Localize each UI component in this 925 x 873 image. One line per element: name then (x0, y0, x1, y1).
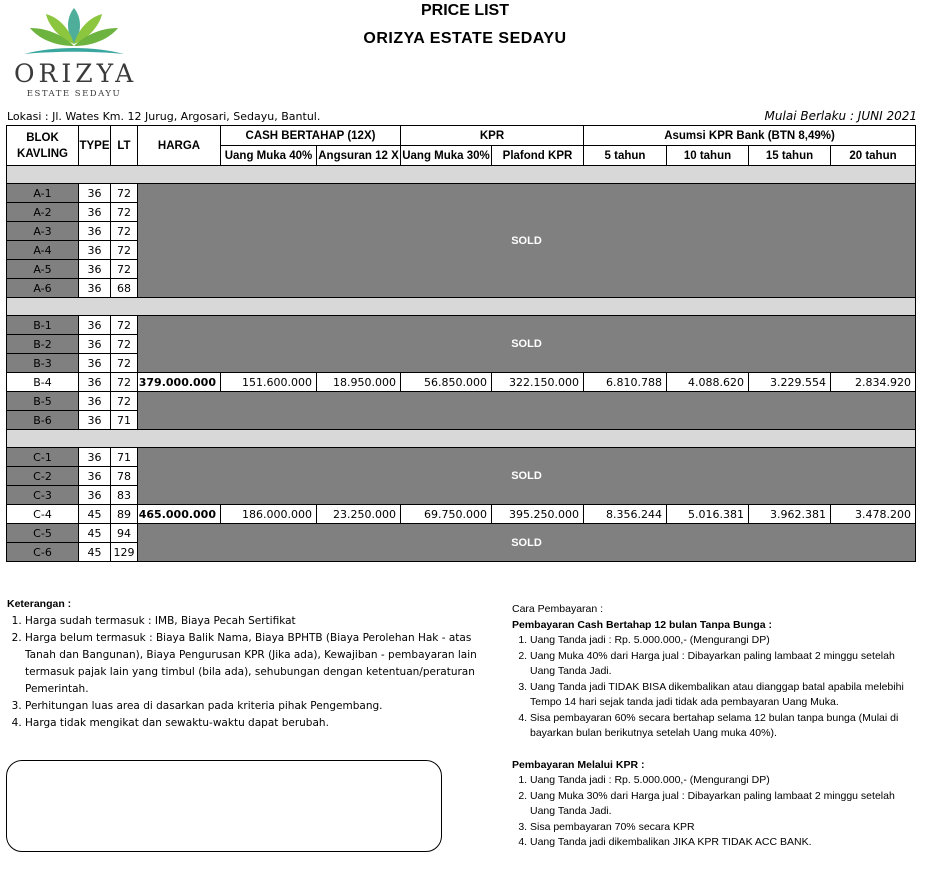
header-asumsi-group: Asumsi KPR Bank (BTN 8,49%) (584, 126, 916, 146)
cell-harga: 379.000.000 (138, 373, 221, 392)
notes-item: 1. Harga sudah termasuk : IMB, Biaya Pecah Sertifikat (25, 613, 477, 630)
cell-lt: 83 (111, 486, 138, 505)
cell-lt: 94 (111, 524, 138, 543)
cell-kpr-plafond: 395.250.000 (492, 505, 584, 524)
cell-lt: 72 (111, 392, 138, 411)
cell-cash-inst: 23.250.000 (317, 505, 401, 524)
cell-blok: C-6 (7, 543, 79, 562)
header-kpr-plafond: Plafond KPR (492, 146, 584, 166)
cell-type: 45 (79, 505, 111, 524)
kpr-payment-title: Pembayaran Melalui KPR : (512, 758, 645, 771)
cell-lt: 72 (111, 222, 138, 241)
header-cash-inst: Angsuran 12 X (317, 146, 401, 166)
cell-lt: 72 (111, 373, 138, 392)
block-separator (7, 298, 916, 316)
cell-type: 36 (79, 411, 111, 430)
header-20-tahun: 20 tahun (831, 146, 916, 166)
kpr-payment-item: 4. Uang Tanda jadi dikembalikan JIKA KPR TIDAK ACC BANK. (530, 835, 912, 851)
cell-lt: 72 (111, 335, 138, 354)
cell-type: 36 (79, 335, 111, 354)
notes-item: 3. Perhitungan luas area di dasarkan pada kriteria pihak Pengembang. (25, 698, 477, 715)
cell-type: 36 (79, 316, 111, 335)
cell-blok: B-6 (7, 411, 79, 430)
table-row (7, 448, 916, 467)
cell-blok: C-2 (7, 467, 79, 486)
sold-label: SOLD (138, 524, 916, 562)
header-10-tahun: 10 tahun (667, 146, 749, 166)
cell-blok: B-2 (7, 335, 79, 354)
cash-payment-item: 4. Sisa pembayaran 60% secara bertahap selama 12 bulan tanpa bunga (Mulai di bayarkan bulan berikutnya setelah Uang muka 40%). (530, 711, 912, 742)
page-subtitle: ORIZYA ESTATE SEDAYU (363, 30, 567, 47)
header-harga: HARGA (138, 126, 221, 166)
table-row-available (7, 373, 916, 392)
empty-box (6, 760, 442, 852)
brand-name: ORIZYA (14, 59, 138, 88)
cell-lt: 71 (111, 448, 138, 467)
cell-kpr-plafond: 322.150.000 (492, 373, 584, 392)
cell-lt: 72 (111, 241, 138, 260)
sold-label: SOLD (138, 184, 916, 298)
cell-type: 36 (79, 222, 111, 241)
cell-type: 36 (79, 279, 111, 298)
cell-blok: B-4 (7, 373, 79, 392)
notes-item: 2. Harga belum termasuk : Biaya Balik Nama, Biaya BPHTB (Biaya Perolehan Hak - atas Tanah dan Bangunan), Biaya Pengurusan KPR (Jika ada), Kewajiban - pembayaran lain termasuk pajak lain yang timbul (bila ada), sehubungan dengan ketentuan/peraturan Pemerintah. (25, 630, 477, 698)
cell-20-tahun: 3.478.200 (831, 505, 916, 524)
cell-5-tahun: 8.356.244 (584, 505, 667, 524)
header-blok: BLOK KAVLING (7, 126, 79, 166)
cell-blok: A-2 (7, 203, 79, 222)
cell-5-tahun: 6.810.788 (584, 373, 667, 392)
header-lt: LT (111, 126, 138, 166)
cell-blok: C-5 (7, 524, 79, 543)
cell-harga: 465.000.000 (138, 505, 221, 524)
kpr-payment-item: 3. Sisa pembayaran 70% secara KPR (530, 820, 912, 836)
notes-section (7, 596, 477, 732)
sold-label: SOLD (138, 448, 916, 505)
cell-type: 36 (79, 354, 111, 373)
kpr-payment-item: 1. Uang Tanda jadi : Rp. 5.000.000,- (Mengurangi DP) (530, 773, 912, 789)
cell-lt: 78 (111, 467, 138, 486)
kpr-payment-item: 2. Uang Muka 30% dari Harga jual : Dibayarkan paling lambaat 2 minggu setelah Uang Tanda Jadi. (530, 789, 912, 820)
cell-type: 36 (79, 184, 111, 203)
table-row (7, 392, 916, 411)
cell-15-tahun: 3.229.554 (749, 373, 831, 392)
cell-blok: C-4 (7, 505, 79, 524)
cell-blok: A-4 (7, 241, 79, 260)
cell-type: 36 (79, 467, 111, 486)
sold-area (138, 392, 916, 430)
cell-15-tahun: 3.962.381 (749, 505, 831, 524)
header-kpr-dp: Uang Muka 30% (401, 146, 492, 166)
cell-kpr-dp: 69.750.000 (401, 505, 492, 524)
cell-type: 45 (79, 524, 111, 543)
cell-lt: 72 (111, 260, 138, 279)
cash-payment-item: 1. Uang Tanda jadi : Rp. 5.000.000,- (Mengurangi DP) (530, 633, 912, 649)
cell-blok: B-5 (7, 392, 79, 411)
cell-type: 36 (79, 260, 111, 279)
cell-type: 36 (79, 241, 111, 260)
cell-type: 36 (79, 373, 111, 392)
notes-title: Keterangan : (7, 598, 72, 610)
sold-label: SOLD (138, 316, 916, 373)
cell-type: 45 (79, 543, 111, 562)
header-type: TYPE (79, 126, 111, 166)
page-title: PRICE LIST (420, 2, 509, 19)
header-cash-group: CASH BERTAHAP (12X) (221, 126, 401, 146)
cell-lt: 72 (111, 203, 138, 222)
cash-payment-title: Pembayaran Cash Bertahap 12 bulan Tanpa Bunga : (512, 618, 773, 631)
header-kpr-group: KPR (401, 126, 584, 146)
cell-10-tahun: 5.016.381 (667, 505, 749, 524)
cell-blok: A-5 (7, 260, 79, 279)
brand-subtitle: ESTATE SEDAYU (26, 89, 122, 99)
cell-lt: 68 (111, 279, 138, 298)
cash-payment-item: 2. Uang Muka 40% dari Harga jual : Dibayarkan paling lambaat 2 minggu setelah Uang Tanda Jadi. (530, 649, 912, 680)
cell-lt: 89 (111, 505, 138, 524)
table-row (7, 524, 916, 543)
cell-lt: 72 (111, 316, 138, 335)
cell-type: 36 (79, 448, 111, 467)
cell-lt: 71 (111, 411, 138, 430)
cell-lt: 129 (111, 543, 138, 562)
payment-section (512, 602, 912, 851)
valid-from-text: Mulai Berlaku : JUNI 2021 (764, 109, 917, 123)
cell-blok: A-3 (7, 222, 79, 241)
header-5-tahun: 5 tahun (584, 146, 667, 166)
cell-blok: C-3 (7, 486, 79, 505)
cell-cash-dp: 151.600.000 (221, 373, 317, 392)
cell-blok: B-1 (7, 316, 79, 335)
cell-20-tahun: 2.834.920 (831, 373, 916, 392)
header-15-tahun: 15 tahun (749, 146, 831, 166)
cell-type: 36 (79, 203, 111, 222)
location-text: Lokasi : Jl. Wates Km. 12 Jurug, Argosari, Sedayu, Bantul. (7, 110, 321, 123)
table-row (7, 184, 916, 203)
cell-blok: C-1 (7, 448, 79, 467)
cell-lt: 72 (111, 354, 138, 373)
price-table (6, 125, 916, 562)
table-row-available (7, 505, 916, 524)
cell-cash-inst: 18.950.000 (317, 373, 401, 392)
header-cash-dp: Uang Muka 40% (221, 146, 317, 166)
cell-blok: A-6 (7, 279, 79, 298)
cell-cash-dp: 186.000.000 (221, 505, 317, 524)
cell-lt: 72 (111, 184, 138, 203)
cell-blok: B-3 (7, 354, 79, 373)
cell-type: 36 (79, 392, 111, 411)
cell-type: 36 (79, 486, 111, 505)
cell-10-tahun: 4.088.620 (667, 373, 749, 392)
table-row (7, 316, 916, 335)
block-separator (7, 166, 916, 184)
cash-payment-item: 3. Uang Tanda jadi TIDAK BISA dikembalikan atau dianggap batal apabila melebihi Tempo 14 hari sejak tanda jadi tidak ada pembayaran Uang Muka. (530, 680, 912, 711)
notes-item: 4. Harga tidak mengikat dan sewaktu-waktu dapat berubah. (25, 715, 477, 732)
cell-blok: A-1 (7, 184, 79, 203)
block-separator (7, 430, 916, 448)
cell-kpr-dp: 56.850.000 (401, 373, 492, 392)
brand-block (14, 59, 138, 100)
payment-title: Cara Pembayaran : (512, 603, 604, 615)
